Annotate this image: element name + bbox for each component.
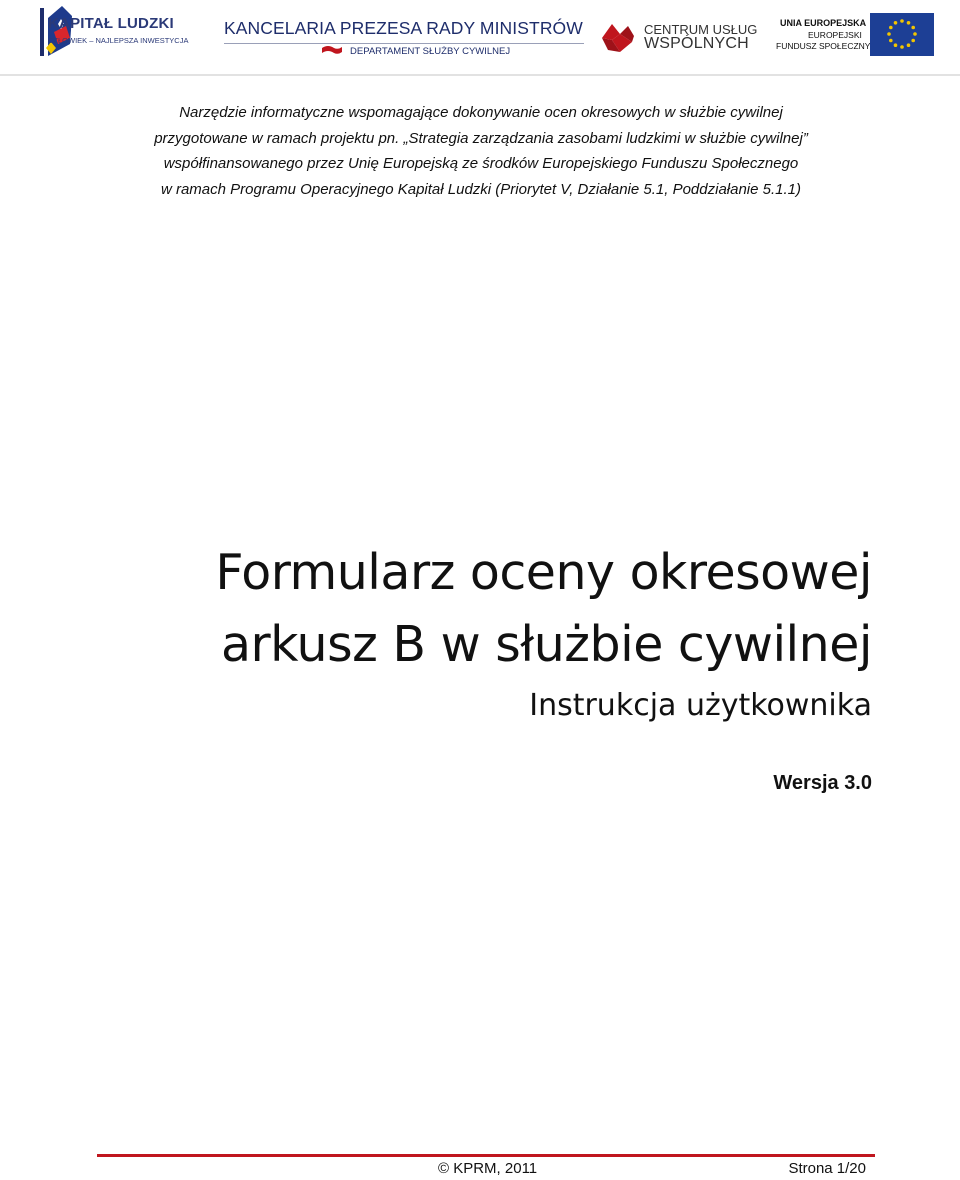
logo-bar <box>0 0 960 76</box>
kprm-title: KANCELARIA PREZESA RADY MINISTRÓW <box>224 18 583 38</box>
document-title-line1: Formularz oceny okresowej <box>215 544 872 601</box>
kprm-divider <box>224 43 584 44</box>
kprm-department: DEPARTAMENT SŁUŻBY CYWILNEJ <box>350 46 511 57</box>
header-divider <box>0 74 960 76</box>
eu-title-line1: UNIA EUROPEJSKA <box>780 18 867 28</box>
kapital-ludzki-title: KAPITAŁ LUDZKI <box>48 15 174 32</box>
cuw-title-line2: WSPÓLNYCH <box>644 35 749 52</box>
footer-page-number: Strona 1/20 <box>788 1160 866 1177</box>
footer-divider <box>97 1154 875 1157</box>
document-title-line2: arkusz B w służbie cywilnej <box>221 616 872 673</box>
footer-copyright: © KPRM, 2011 <box>438 1160 538 1177</box>
eu-title-line2: EUROPEJSKI <box>808 30 862 40</box>
kapital-ludzki-subtitle: CZŁOWIEK – NAJLEPSZA INWESTYCJA <box>48 36 189 45</box>
cuw-title-line1: CENTRUM USŁUG <box>644 22 758 37</box>
kapital-ludzki-logo-icon <box>40 4 220 60</box>
project-intro <box>100 100 862 202</box>
document-version: Wersja 3.0 <box>773 772 872 794</box>
intro-line: przygotowane w ramach projektu pn. „Strategia zarządzania zasobami ludzkimi w służbie cywilnej” <box>154 129 808 147</box>
eu-title-line3: FUNDUSZ SPOŁECZNY <box>776 41 871 51</box>
intro-line: Narzędzie informatyczne wspomagające dokonywanie ocen okresowych w służbie cywilnej <box>179 104 783 121</box>
eu-flag-icon <box>870 13 934 56</box>
polish-flag-icon <box>320 44 344 58</box>
cuw-logo-icon <box>598 20 638 56</box>
document-subtitle: Instrukcja użytkownika <box>529 688 872 723</box>
intro-line: współfinansowanego przez Unię Europejską ze środków Europejskiego Funduszu Społecznego <box>163 155 799 172</box>
intro-line: w ramach Programu Operacyjnego Kapitał Ludzki (Priorytet V, Działanie 5.1, Poddziałanie 5.1.1) <box>160 180 802 198</box>
